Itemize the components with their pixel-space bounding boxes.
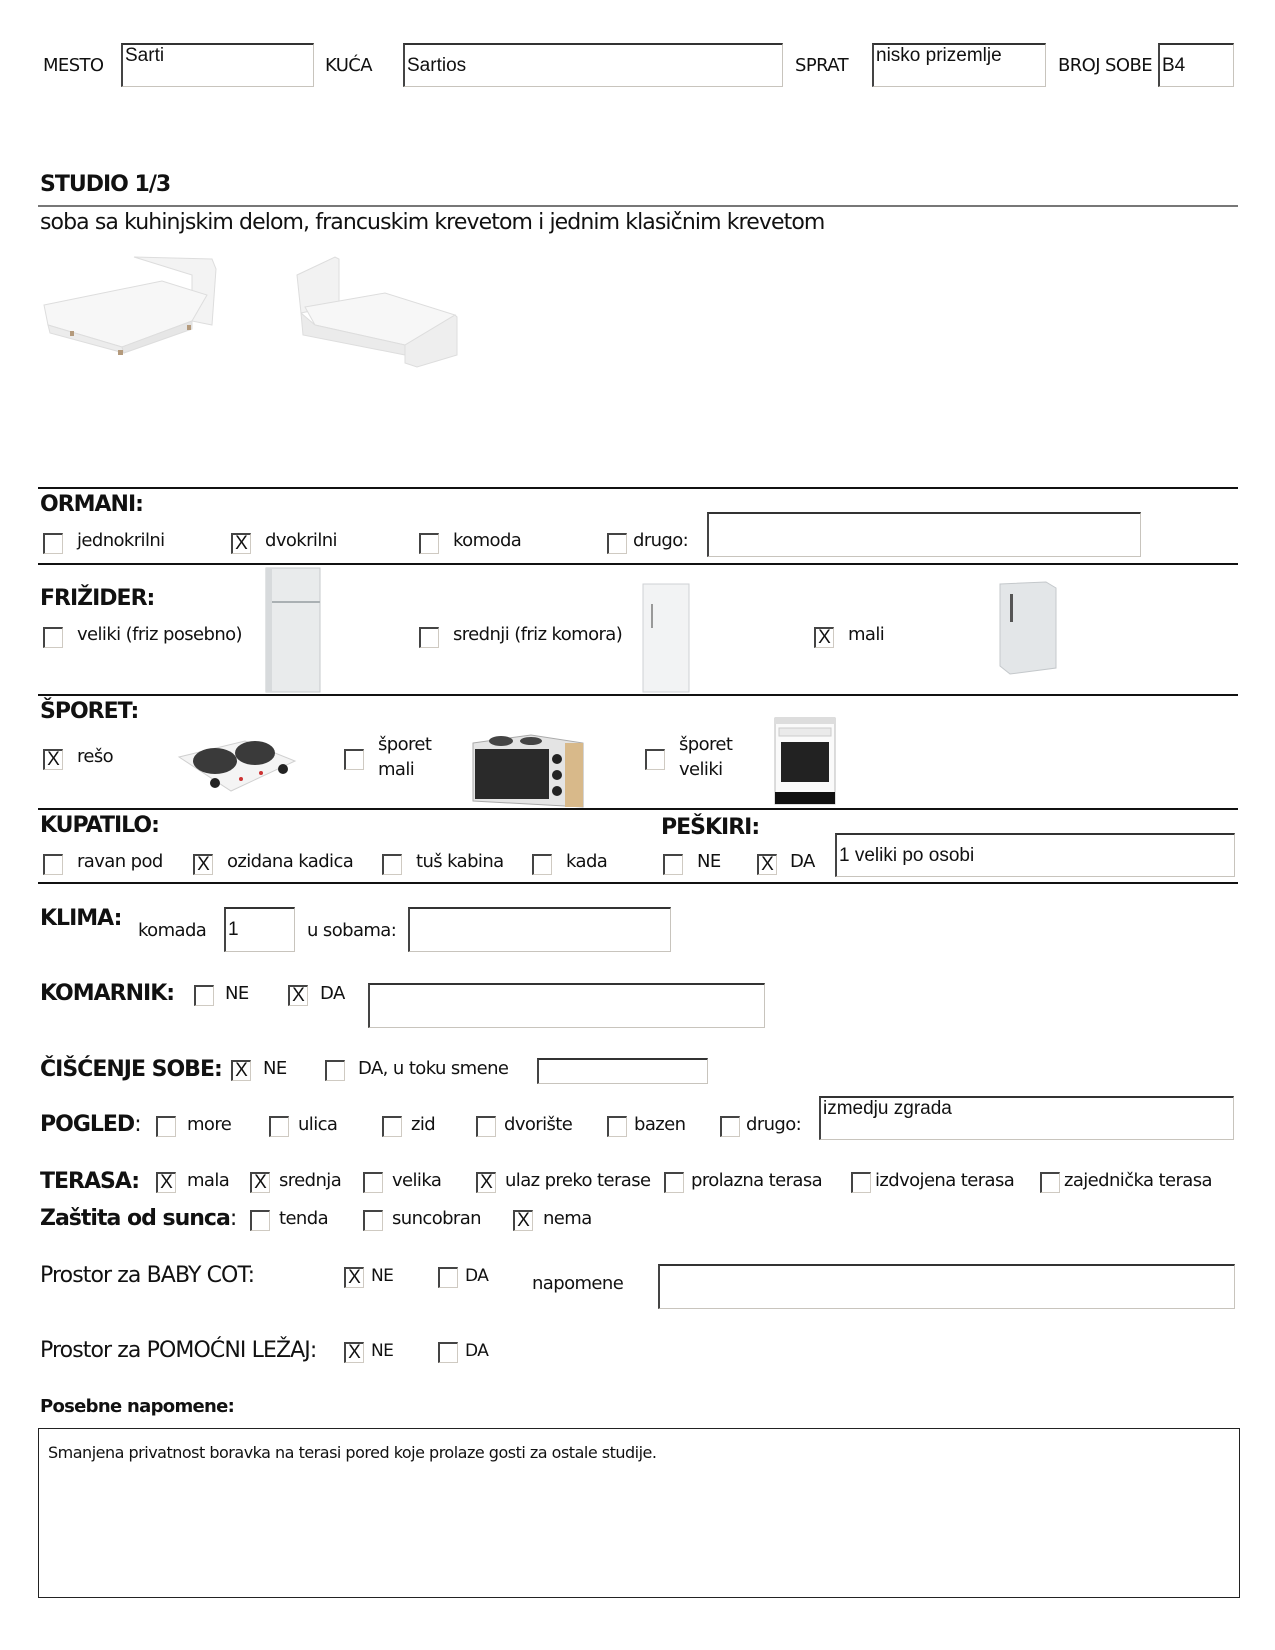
- sporet-mali-checkbox[interactable]: [344, 749, 364, 770]
- kupatilo-ozidana-kadica-checkbox[interactable]: X: [193, 854, 213, 875]
- terasa-title: TERASA:: [40, 1169, 140, 1194]
- kupatilo-title: KUPATILO:: [40, 813, 159, 838]
- ormani-drugo-label: drugo:: [633, 530, 689, 551]
- zastita-title-text: Zaštita od sunca: [40, 1206, 230, 1231]
- peskiri-ne-checkbox[interactable]: [663, 854, 683, 875]
- pogled-ulica-label: ulica: [298, 1114, 338, 1135]
- baby-cot-da-checkbox[interactable]: [438, 1267, 458, 1288]
- fridge-large-image: [263, 566, 323, 694]
- ciscenje-field[interactable]: [537, 1058, 708, 1084]
- kuca-field[interactable]: Sartios: [403, 43, 783, 87]
- zastita-tenda-checkbox[interactable]: [250, 1210, 270, 1231]
- terasa-ulaz-checkbox[interactable]: X: [476, 1172, 496, 1193]
- ormani-dvokrilni-checkbox[interactable]: X: [231, 533, 251, 554]
- kupatilo-tus-kabina-label: tuš kabina: [416, 851, 504, 872]
- terasa-ulaz-label: ulaz preko terase: [505, 1170, 651, 1191]
- ormani-komoda-checkbox[interactable]: [419, 533, 439, 554]
- komarnik-ne-label: NE: [225, 983, 249, 1004]
- ormani-title: ORMANI:: [40, 492, 143, 517]
- ciscenje-da-checkbox[interactable]: [325, 1060, 345, 1081]
- double-bed-image: [42, 255, 217, 355]
- ciscenje-da-label: DA, u toku smene: [358, 1058, 509, 1079]
- sporet-reso-label: rešo: [77, 746, 114, 767]
- terasa-velika-checkbox[interactable]: [363, 1172, 383, 1193]
- peskiri-ne-label: NE: [697, 851, 721, 872]
- sprat-label: SPRAT: [795, 55, 848, 76]
- zastita-nema-label: nema: [543, 1208, 592, 1229]
- ciscenje-title: ČIŠĆENJE SOBE:: [40, 1057, 222, 1082]
- baby-cot-napomene-label: napomene: [532, 1273, 624, 1294]
- pomocni-lezaj-da-label: DA: [465, 1341, 489, 1361]
- klima-komada-field[interactable]: 1: [224, 907, 295, 952]
- pogled-title-text: POGLED: [40, 1112, 135, 1137]
- terasa-zajednicka-checkbox[interactable]: [1040, 1172, 1060, 1193]
- studio-divider: [38, 205, 1238, 207]
- kupatilo-tus-kabina-checkbox[interactable]: [382, 854, 402, 875]
- broj-sobe-field[interactable]: B4: [1158, 43, 1234, 87]
- sporet-veliki-label-line1: šporet: [679, 734, 733, 755]
- single-bed-image: [295, 255, 460, 370]
- mesto-field[interactable]: Sarti: [121, 43, 314, 87]
- broj-sobe-label: BROJ SOBE: [1058, 55, 1152, 76]
- klima-u-sobama-label: u sobama:: [307, 920, 397, 941]
- terasa-izdvojena-checkbox[interactable]: [851, 1172, 871, 1193]
- terasa-prolazna-label: prolazna terasa: [691, 1170, 823, 1191]
- ormani-jednokrilni-checkbox[interactable]: [43, 533, 63, 554]
- frizider-divider-top: [38, 563, 1238, 565]
- frizider-title: FRIŽIDER:: [40, 586, 155, 611]
- kupatilo-divider-bottom: [38, 882, 1238, 884]
- terasa-mala-label: mala: [187, 1170, 230, 1191]
- zastita-tenda-label: tenda: [279, 1208, 328, 1229]
- komarnik-da-checkbox[interactable]: X: [288, 985, 308, 1006]
- posebne-napomene-field[interactable]: Smanjena privatnost boravka na terasi pored koje prolaze gosti za ostale studije.: [38, 1428, 1240, 1598]
- ciscenje-ne-label: NE: [263, 1058, 287, 1079]
- zastita-colon: :: [229, 1206, 237, 1231]
- pogled-more-label: more: [187, 1114, 232, 1135]
- fridge-medium-image: [641, 582, 691, 694]
- komarnik-title: KOMARNIK:: [40, 981, 175, 1006]
- sporet-veliki-checkbox[interactable]: [645, 749, 665, 770]
- kupatilo-ozidana-kadica-label: ozidana kadica: [227, 851, 354, 872]
- zastita-suncobran-checkbox[interactable]: [363, 1210, 383, 1231]
- frizider-srednji-label: srednji (friz komora): [453, 624, 623, 645]
- terasa-srednja-label: srednja: [279, 1170, 342, 1191]
- baby-cot-ne-checkbox[interactable]: X: [344, 1267, 364, 1288]
- peskiri-da-label: DA: [790, 851, 815, 872]
- terasa-srednja-checkbox[interactable]: X: [250, 1172, 270, 1193]
- pogled-dvoriste-label: dvorište: [504, 1114, 573, 1135]
- klima-komada-label: komada: [138, 920, 207, 941]
- peskiri-title: PEŠKIRI:: [661, 815, 760, 840]
- baby-cot-napomene-field[interactable]: [658, 1264, 1235, 1309]
- pogled-colon: :: [134, 1112, 141, 1137]
- ormani-komoda-label: komoda: [453, 530, 522, 551]
- sporet-mali-label-line2: mali: [378, 759, 415, 780]
- ciscenje-ne-checkbox[interactable]: X: [231, 1060, 251, 1081]
- klima-u-sobama-field[interactable]: [408, 907, 671, 952]
- hot-plate-image: [175, 735, 299, 795]
- komarnik-ne-checkbox[interactable]: [194, 985, 214, 1006]
- pomocni-lezaj-title: Prostor za POMOĆNI LEŽAJ:: [40, 1338, 317, 1363]
- pogled-bazen-checkbox[interactable]: [607, 1116, 627, 1137]
- sporet-reso-checkbox[interactable]: X: [43, 749, 63, 770]
- posebne-napomene-title: Posebne napomene:: [40, 1396, 235, 1417]
- small-stove-image: [471, 733, 585, 809]
- peskiri-da-checkbox[interactable]: X: [757, 854, 777, 875]
- frizider-mali-label: mali: [848, 624, 885, 645]
- pogled-drugo-field[interactable]: izmedju zgrada: [819, 1096, 1234, 1140]
- sprat-field[interactable]: nisko prizemlje: [872, 43, 1046, 87]
- zastita-nema-checkbox[interactable]: X: [513, 1210, 533, 1231]
- frizider-veliki-label: veliki (friz posebno): [77, 624, 242, 645]
- pogled-zid-label: zid: [411, 1114, 436, 1135]
- pogled-more-checkbox[interactable]: [156, 1116, 176, 1137]
- kupatilo-ravan-pod-checkbox[interactable]: [43, 854, 63, 875]
- ormani-divider-top: [38, 487, 1238, 489]
- sporet-divider-top: [38, 694, 1238, 696]
- frizider-srednji-checkbox[interactable]: [419, 627, 439, 648]
- pogled-title: [40, 1112, 141, 1137]
- peskiri-field[interactable]: 1 veliki po osobi: [835, 833, 1235, 877]
- studio-description: soba sa kuhinjskim delom, francuskim krevetom i jednim klasičnim krevetom: [40, 210, 825, 235]
- terasa-velika-label: velika: [392, 1170, 442, 1191]
- fridge-small-image: [996, 580, 1060, 676]
- baby-cot-ne-label: NE: [371, 1266, 394, 1286]
- pogled-dvoriste-checkbox[interactable]: [476, 1116, 496, 1137]
- sporet-mali-label-line1: šporet: [378, 734, 432, 755]
- baby-cot-title: Prostor za BABY COT:: [40, 1263, 255, 1288]
- kupatilo-divider-top: [38, 808, 1238, 810]
- terasa-zajednicka-label: zajednička terasa: [1064, 1170, 1212, 1191]
- pogled-zid-checkbox[interactable]: [382, 1116, 402, 1137]
- pomocni-lezaj-ne-checkbox[interactable]: X: [344, 1342, 364, 1363]
- ormani-dvokrilni-label: dvokrilni: [265, 530, 337, 551]
- terasa-izdvojena-label: izdvojena terasa: [875, 1170, 1015, 1191]
- zastita-title: [40, 1206, 236, 1231]
- pogled-drugo-label: drugo:: [746, 1114, 802, 1135]
- komarnik-da-label: DA: [320, 983, 345, 1004]
- ormani-jednokrilni-label: jednokrilni: [77, 530, 165, 551]
- baby-cot-da-label: DA: [465, 1266, 489, 1286]
- mesto-label: MESTO: [43, 55, 104, 76]
- pogled-bazen-label: bazen: [634, 1114, 686, 1135]
- frizider-mali-checkbox[interactable]: X: [814, 627, 834, 648]
- pomocni-lezaj-da-checkbox[interactable]: [438, 1342, 458, 1363]
- frizider-veliki-checkbox[interactable]: [43, 627, 63, 648]
- sporet-title: ŠPORET:: [40, 699, 139, 724]
- komarnik-field[interactable]: [368, 983, 765, 1028]
- kuca-label: KUĆA: [325, 55, 372, 76]
- kupatilo-ravan-pod-label: ravan pod: [77, 851, 163, 872]
- terasa-mala-checkbox[interactable]: X: [156, 1172, 176, 1193]
- kupatilo-kada-label: kada: [566, 851, 608, 872]
- pogled-drugo-checkbox[interactable]: [720, 1116, 740, 1137]
- zastita-suncobran-label: suncobran: [392, 1208, 481, 1229]
- klima-title: KLIMA:: [40, 906, 122, 931]
- studio-title: STUDIO 1/3: [40, 172, 171, 197]
- sporet-veliki-label-line2: veliki: [679, 759, 723, 780]
- pomocni-lezaj-ne-label: NE: [371, 1341, 394, 1361]
- ormani-drugo-field[interactable]: [707, 512, 1141, 557]
- kupatilo-kada-checkbox[interactable]: [532, 854, 552, 875]
- ormani-drugo-checkbox[interactable]: [607, 533, 627, 554]
- pogled-ulica-checkbox[interactable]: [269, 1116, 289, 1137]
- large-stove-image: [771, 714, 841, 808]
- terasa-prolazna-checkbox[interactable]: [664, 1172, 684, 1193]
